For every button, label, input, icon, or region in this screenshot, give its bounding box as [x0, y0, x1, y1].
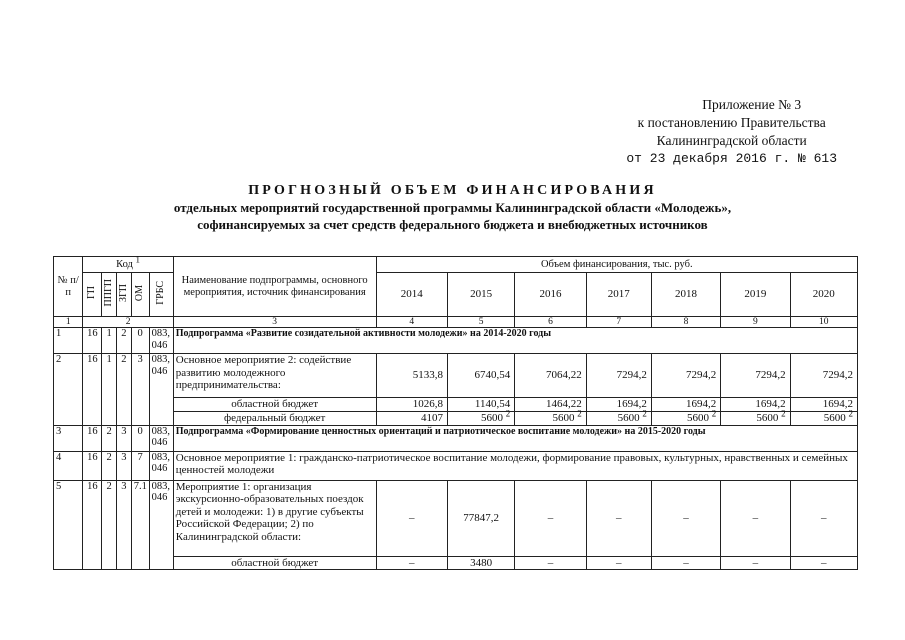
code-grbs: 083, 046 — [149, 328, 173, 354]
code-ppgp: 2 — [102, 451, 117, 480]
value-cell: – — [515, 480, 586, 556]
value-text: 5600 — [481, 411, 504, 424]
header-year: 2015 — [448, 273, 515, 317]
source-name: областной бюджет — [173, 398, 376, 412]
title-sub-1: отдельных мероприятий государственной программы Калининградской области «Молодежь», — [173, 200, 732, 215]
annex-line-3: Калининградской области — [656, 133, 807, 148]
value-cell — [790, 407, 857, 425]
index-cell: 9 — [721, 317, 790, 328]
value-cell: – — [721, 556, 790, 570]
index-cell: 3 — [173, 317, 376, 328]
row-num: 5 — [54, 480, 83, 570]
code-om: 3 — [131, 354, 149, 426]
row-num: 1 — [54, 328, 83, 354]
value-cell: 1464,22 — [515, 398, 586, 412]
index-cell: 10 — [790, 317, 857, 328]
value-cell: 1694,2 — [790, 398, 857, 412]
code-gp: 16 — [83, 425, 102, 451]
code-grbs: 083, 046 — [149, 480, 173, 570]
value-cell: – — [376, 556, 447, 570]
code-ppgp: 2 — [102, 480, 117, 570]
header-ppgp-label: ППГП — [103, 279, 115, 307]
header-grbs — [149, 273, 173, 317]
value-cell: 7294,2 — [651, 354, 720, 398]
value-cell: 7294,2 — [586, 354, 651, 398]
value-cell: – — [586, 480, 651, 556]
title-main: ПРОГНОЗНЫЙ ОБЪЕМ ФИНАНСИРОВАНИЯ — [248, 183, 657, 198]
subprogram-title: Подпрограмма «Развитие созидательной активности молодежи» на 2014-2020 годы — [173, 328, 857, 354]
value-cell: 1694,2 — [586, 398, 651, 412]
code-gp: 16 — [83, 328, 102, 354]
value-cell: – — [515, 556, 586, 570]
table-row — [54, 411, 858, 425]
table-row — [54, 556, 858, 570]
annex-line-2: к постановлению Правительства — [637, 115, 826, 130]
code-gp: 16 — [83, 480, 102, 570]
value-text: 5600 — [552, 411, 575, 424]
code-om: 0 — [131, 328, 149, 354]
value-cell: 3480 — [448, 556, 515, 570]
code-zgp: 3 — [117, 425, 132, 451]
code-gp: 16 — [83, 451, 102, 480]
header-gp — [83, 273, 102, 317]
value-cell: – — [790, 480, 857, 556]
table-row — [54, 451, 858, 480]
value-text: 5600 — [823, 411, 846, 424]
row-num: 2 — [54, 354, 83, 426]
header-code-note: 1 — [135, 254, 141, 265]
code-zgp: 3 — [117, 451, 132, 480]
header-om-label: ОМ — [134, 284, 146, 301]
header-year: 2020 — [790, 273, 857, 317]
value-cell — [448, 407, 515, 425]
value-cell — [376, 411, 447, 425]
header-zgp — [117, 273, 132, 317]
value-cell: 7294,2 — [721, 354, 790, 398]
value-cell — [721, 407, 790, 425]
index-cell: 2 — [83, 317, 173, 328]
header-zgp-label: ЗГП — [118, 283, 130, 302]
value-text: 5600 — [617, 411, 640, 424]
value-text: 5600 — [686, 411, 709, 424]
index-cell: 4 — [376, 317, 447, 328]
header-ppgp — [102, 273, 117, 317]
measure-name: Основное мероприятие 1: гражданско-патриотическое воспитание молодежи, формирование правовых, культурных, нравственных и семейных ценностей молодежи — [173, 451, 857, 480]
document-title — [0, 182, 905, 233]
footnote-mark: 2 — [642, 407, 647, 418]
code-om: 7.1 — [131, 480, 149, 570]
table-row — [54, 328, 858, 354]
value-text: 5600 — [756, 411, 779, 424]
value-cell — [586, 407, 651, 425]
header-year: 2016 — [515, 273, 586, 317]
header-gp-label: ГП — [86, 286, 98, 300]
row-num: 4 — [54, 451, 83, 480]
value-cell: 7294,2 — [790, 354, 857, 398]
value-cell: 1140,54 — [448, 398, 515, 412]
code-zgp: 2 — [117, 328, 132, 354]
code-grbs: 083, 046 — [149, 425, 173, 451]
title-sub-2: софинансируемых за счет средств федерального бюджета и внебюджетных источников — [197, 217, 708, 232]
value-cell: 1026,8 — [376, 398, 447, 412]
value-cell: 1694,2 — [651, 398, 720, 412]
measure-name: Мероприятие 1: организация экскурсионно-образовательных поездок детей и молодежи: 1) в другие субъекты Российской Федерации; 2) по Калининградской области: — [173, 480, 376, 556]
index-cell: 5 — [448, 317, 515, 328]
value-cell: 5133,8 — [376, 354, 447, 398]
header-grbs-label: ГРБС — [155, 280, 167, 305]
code-zgp: 3 — [117, 480, 132, 570]
code-grbs: 083, 046 — [149, 354, 173, 426]
code-grbs: 083, 046 — [149, 451, 173, 480]
header-name: Наименование подпрограммы, основного мероприятия, источник финансирования — [173, 257, 376, 317]
value-cell: 6740,54 — [448, 354, 515, 398]
footnote-mark: 2 — [505, 407, 511, 418]
value-cell: – — [376, 480, 447, 556]
value-cell: 1694,2 — [721, 398, 790, 412]
measure-name: Основное мероприятие 2: содействие развитию молодежного предпринимательства: — [173, 354, 376, 398]
value-cell: – — [790, 556, 857, 570]
value-cell: 77847,2 — [448, 480, 515, 556]
value-cell — [651, 407, 720, 425]
index-cell: 6 — [515, 317, 586, 328]
row-num: 3 — [54, 425, 83, 451]
header-om — [131, 273, 149, 317]
header-num: № п/п — [54, 257, 83, 317]
table-row — [54, 425, 858, 451]
footnote-mark: 2 — [848, 407, 853, 418]
header-volume: Объем финансирования, тыс. руб. — [376, 257, 857, 273]
index-cell: 7 — [586, 317, 651, 328]
header-year: 2018 — [651, 273, 720, 317]
header-code-label: Код — [116, 258, 133, 270]
table-row — [54, 398, 858, 412]
footnote-mark: 2 — [781, 407, 786, 418]
code-ppgp: 1 — [102, 328, 117, 354]
value-text: 4107 — [421, 411, 444, 424]
index-row — [54, 317, 858, 328]
annex-header — [626, 96, 837, 168]
footnote-mark: 2 — [711, 407, 717, 418]
value-cell: 7064,22 — [515, 354, 586, 398]
code-zgp: 2 — [117, 354, 132, 426]
code-om: 0 — [131, 425, 149, 451]
header-code — [83, 254, 173, 273]
source-name: областной бюджет — [173, 556, 376, 570]
value-cell: – — [651, 480, 720, 556]
value-cell — [515, 407, 586, 425]
annex-line-4: от 23 декабря 2016 г. № 613 — [626, 151, 837, 166]
financing-table — [53, 256, 858, 570]
value-cell: – — [721, 480, 790, 556]
value-cell: – — [586, 556, 651, 570]
header-year: 2014 — [376, 273, 447, 317]
code-ppgp: 1 — [102, 354, 117, 426]
header-year: 2019 — [721, 273, 790, 317]
index-cell: 1 — [54, 317, 83, 328]
index-cell: 8 — [651, 317, 720, 328]
annex-line-1: Приложение № 3 — [702, 97, 802, 112]
value-cell: – — [651, 556, 720, 570]
subprogram-title: Подпрограмма «Формирование ценностных ориентаций и патриотическое воспитание молодежи» на 2015-2020 годы — [173, 425, 857, 451]
table-row — [54, 480, 858, 556]
code-ppgp: 2 — [102, 425, 117, 451]
table-row — [54, 354, 858, 398]
source-name: федеральный бюджет — [173, 411, 376, 425]
header-year: 2017 — [586, 273, 651, 317]
code-om: 7 — [131, 451, 149, 480]
code-gp: 16 — [83, 354, 102, 426]
footnote-mark: 2 — [577, 407, 582, 418]
